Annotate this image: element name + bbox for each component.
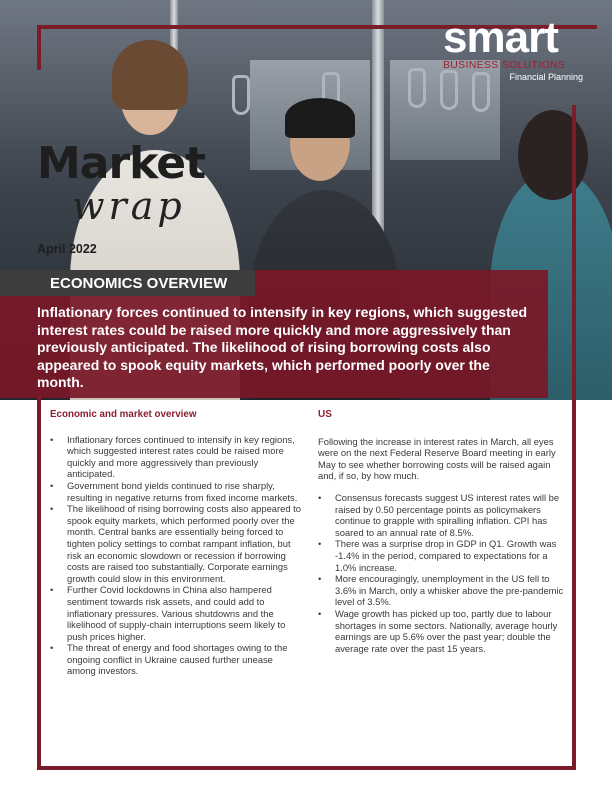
- issue-date: April 2022: [37, 242, 97, 256]
- list-item-text: Government bond yields continued to rise sharply, resulting in negative returns from fixed income markets.: [67, 479, 298, 503]
- list-item-text: Consensus forecasts suggest US interest rates will be raised by 0.50 percentage points as policymakers continue to grapple with spiralling inflation. CPI has soared to an annual rate of 8.5%.: [335, 491, 560, 538]
- list-item-text: More encouragingly, unemployment in the US fell to 3.6% in March, only a whisker above the pre-pandemic level of 3.5%.: [335, 573, 564, 608]
- left-column: [50, 409, 302, 677]
- passenger-hair: [518, 110, 588, 200]
- logo-subtagline: Financial Planning: [509, 72, 583, 82]
- list-item: • There was a surprise drop in GDP in Q1. Growth was -1.4% in the period, compared to expectations for a 1.0% increase.: [318, 538, 569, 573]
- list-item-text: There was a surprise drop in GDP in Q1. Growth was -1.4% in the period, compared to expectations for a 1.0% increase.: [335, 538, 557, 573]
- page-title: Market: [37, 138, 206, 189]
- page-title-script: wrap: [72, 184, 186, 228]
- list-item: • Inflationary forces continued to intensify in key regions, which suggested interest rates could be raised more quickly and more aggressively than previously anticipated.: [50, 434, 302, 480]
- left-heading: Economic and market overview: [50, 409, 197, 420]
- frame-left-rule: [37, 25, 41, 70]
- list-item: • The likelihood of rising borrowing costs also appeared to spook equity markets, which performed poorly over the month. Central banks are essentially being forced to tighten policy settings to combat rampant inflation, but risk an economic slowdown or recession if borrowing costs are raised too substantially. Corporate earnings growth could slow in this environment.: [50, 503, 301, 584]
- hand-strap: [408, 68, 426, 108]
- list-item: • The threat of energy and food shortages owing to the ongoing conflict in Ukraine caused further unease among investors.: [50, 642, 302, 677]
- list-item-text: The threat of energy and food shortages owing to the ongoing conflict in Ukraine caused further unease among investors.: [67, 642, 288, 677]
- right-heading: US: [318, 409, 332, 420]
- list-item: • Further Covid lockdowns in China also hampered sentiment towards risk assets, and could add to inflationary pressures. Various shutdowns and the likelihood of supply-chain interruptions seem likely to push prices higher.: [50, 584, 302, 642]
- frame-bottom-rule: [37, 766, 576, 770]
- list-item-text: Wage growth has picked up too, partly due to labour shortages in some sectors. Nationally, average hourly earnings are up 5.6% over the past year; double the average rate over the past 15 years.: [335, 607, 558, 654]
- list-item: • Wage growth has picked up too, partly due to labour shortages in some sectors. Nationally, average hourly earnings are up 5.6% over the past year; double the average rate over the past 15 years.: [318, 608, 569, 654]
- list-item-text: Inflationary forces continued to intensify in key regions, which suggested interest rates could be raised more quickly and more aggressively than previously anticipated.: [67, 433, 295, 480]
- passenger-hair: [112, 40, 188, 110]
- list-item: • More encouragingly, unemployment in the US fell to 3.6% in March, only a whisker above the pre-pandemic level of 3.5%.: [318, 573, 569, 608]
- hand-strap: [232, 75, 250, 115]
- right-column: [318, 409, 569, 654]
- overview-intro: Inflationary forces continued to intensify in key regions, which suggested interest rates could be raised more quickly and more aggressively than previously anticipated. The likelihood of rising borrowing costs also appeared to spook equity markets, which performed poorly over the month.: [37, 304, 528, 390]
- frame-left-rule-lower: [37, 380, 41, 770]
- logo-wordmark: smart: [443, 13, 558, 62]
- logo-tagline: BUSINESS SOLUTIONS: [443, 59, 566, 71]
- frame-right-rule: [572, 105, 576, 770]
- left-bullet-list: [50, 434, 302, 677]
- passenger-hair: [285, 98, 355, 138]
- right-intro: Following the increase in interest rates in March, all eyes were on the next Federal Reserve Board meeting in early May to see whether borrowing costs will be raised again and, if so, by how much.: [318, 435, 556, 482]
- right-bullet-list: [318, 492, 569, 654]
- section-heading: ECONOMICS OVERVIEW: [50, 275, 228, 292]
- list-item-text: Further Covid lockdowns in China also hampered sentiment towards risk assets, and could add to inflationary pressures. Various shutdowns and the likelihood of supply-chain interruptions seem likely to push prices higher.: [67, 584, 286, 642]
- list-item: • Government bond yields continued to rise sharply, resulting in negative returns from fixed income markets.: [50, 480, 302, 503]
- company-logo: [443, 13, 603, 82]
- list-item-text: The likelihood of rising borrowing costs also appeared to spook equity markets, which performed poorly over the month. Central banks are essentially being forced to tighten policy settings to combat rampant inflation, but risk an economic slowdown or recession if borrowing costs are raised too substantially. Corporate earnings growth could slow in this environment.: [67, 503, 301, 584]
- list-item: • Consensus forecasts suggest US interest rates will be raised by 0.50 percentage points as policymakers continue to grapple with spiralling inflation. CPI has soared to an annual rate of 8.5%.: [318, 492, 569, 538]
